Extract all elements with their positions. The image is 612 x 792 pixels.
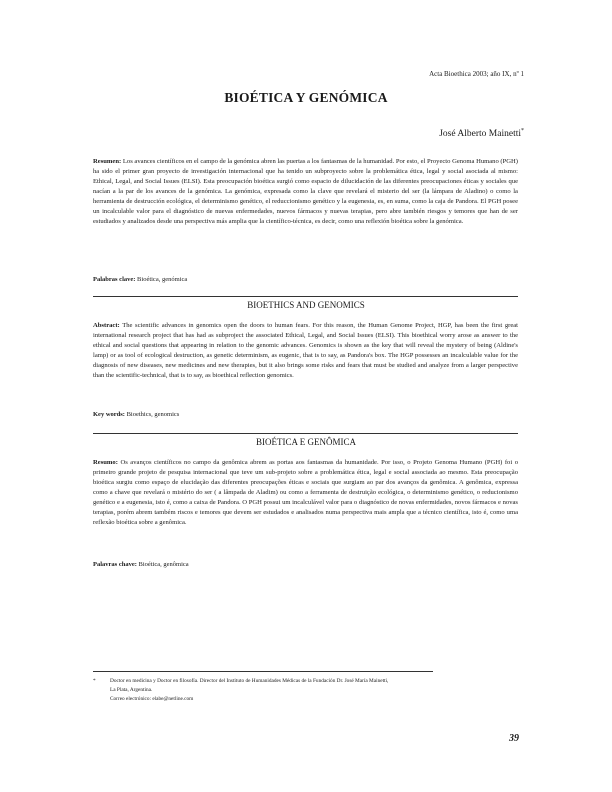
english-heading: BIOETHICS AND GENOMICS bbox=[247, 300, 365, 310]
resumen-label: Resumen: bbox=[93, 158, 122, 165]
resumen-keywords bbox=[93, 276, 187, 283]
abstract-label: Abstract: bbox=[93, 322, 120, 329]
abstract-text: The scientific advances in genomics open the doors to human fears. For this reason, the Human Genome Project, HGP, has been the first great international research project that has had as subproject the associated Ethical, Legal, and Social Issues (ELSI). This bioethical worry arose as answer to the ethical and social questions that appearing in relation to the genomic advances. Genomics is shown as the key that will reveal the mystery of being (Aldine's lamp) or as tool of ecological destruction, as genetic determinism, as eugenic, that is to say, as Pandora's box. The HGP possesses an incalculable value for the diagnosis of new diseases, new medicines and new therapies, but it also brings some risks and fears that must be studied and analyze from a larger perspective than the scientific-technical, that is to say, as bioethical reflection genomics. bbox=[93, 322, 519, 379]
resumo-keywords-label: Palavras chave: bbox=[93, 561, 137, 568]
journal-citation: Acta Bioethica 2003; año IX, nº 1 bbox=[429, 70, 524, 78]
author-name: José Alberto Mainetti bbox=[439, 129, 521, 140]
abstract-paragraph bbox=[93, 321, 518, 381]
resumo-label: Resumo: bbox=[93, 459, 118, 466]
footnote-affiliation: Doctor en medicina y Doctor en filosofía. Director del Instituto de Humanidades Médicas de la Fundación Dr. José María Mainetti, bbox=[110, 678, 389, 684]
resumo-text: Os avanços científicos no campo da genômica abrem as portas aos fantasmas da humanidade. Por isso, o Projeto Genoma Humano (PGH) foi o primeiro grande projeto de pesquisa internacional que teve um sub-projeto sobre a problemática ética, legal e social associada ao mesmo. Esta preocupação bioética surgiu como espaço de elucidação das diferentes preocupações éticas e sociais que surgiam ao par dos avanços da genômica. A genômica, expressa como a chave que revelará o mistério do ser ( a lâmpada de Aladim) ou como a ferramenta de destruição ecológica, o determinismo genético, o reducionismo genético e a eugenesia, isto é, como a caixa de Pandora. O PGH possui um incalculável valor para o diagnóstico de novas enfermidades, novos fármacos e novas terapias, porém abrem também riscos e temores que devem ser estudados e analisados numa perspectiva mais ampla que a técnico científica, isto é, como uma reflexão bioética sobre a genômica. bbox=[93, 459, 518, 526]
portuguese-heading: BIOÉTICA E GENÔMICA bbox=[256, 437, 356, 447]
author-line bbox=[439, 128, 524, 139]
resumen-keywords-text: Bioética, genómica bbox=[137, 276, 188, 283]
footnote-location: La Plata, Argentina. bbox=[110, 687, 153, 693]
divider bbox=[93, 296, 518, 297]
author-footnote-mark: * bbox=[521, 128, 524, 134]
divider bbox=[93, 433, 518, 434]
abstract-keywords-text: Bioethics, genomics bbox=[126, 411, 180, 418]
footnote bbox=[93, 677, 523, 704]
resumen-text: Los avances científicos en el campo de la genómica abren las puertas a los fantasmas de la humanidad. Por esto, el Proyecto Genoma Humano (PGH) ha sido el primer gran proyecto de investigación internacional que ha tenido un subproyecto sobre la problemática ética, legal y social asociada al mismo: Ethical, Legal, and Social Issues (ELSI). Esta preocupación bioética surgió como espacio de dilucidación de las diferentes preocupaciones éticas y sociales que nacían a la par de los avances de la genómica. La genómica, expresada como la clave que revelará el misterio del ser (la lámpara de Aladino) o como la herramienta de destrucción ecológica, el determinismo genético, el reduccionismo genético y la eugenesia, es, en suma, como la caja de Pandora. El PGH posee un incalculable valor para el diagnóstico de nuevas enfermedades, nuevos fármacos y nuevas terapias, pero abre también riesgos y temores que han de ser estudiados y analizados desde una perspectiva más amplia que la científico-técnica, es decir, como una reflexión bioética sobre la genómica. bbox=[93, 158, 519, 225]
abstract-keywords bbox=[93, 411, 179, 418]
footnote-divider bbox=[93, 671, 433, 672]
resumen-paragraph bbox=[93, 157, 518, 227]
resumo-keywords bbox=[93, 561, 189, 568]
resumen-keywords-label: Palabras clave: bbox=[93, 276, 136, 283]
page-number: 39 bbox=[509, 733, 519, 744]
resumo-paragraph bbox=[93, 458, 518, 528]
footnote-mark: * bbox=[93, 678, 96, 684]
resumo-keywords-text: Bioética, genômica bbox=[138, 561, 189, 568]
article-title: BIOÉTICA Y GENÓMICA bbox=[224, 90, 388, 105]
abstract-keywords-label: Key words: bbox=[93, 411, 125, 418]
footnote-email: Correo electrónico: elabe@netline.com bbox=[110, 696, 194, 702]
